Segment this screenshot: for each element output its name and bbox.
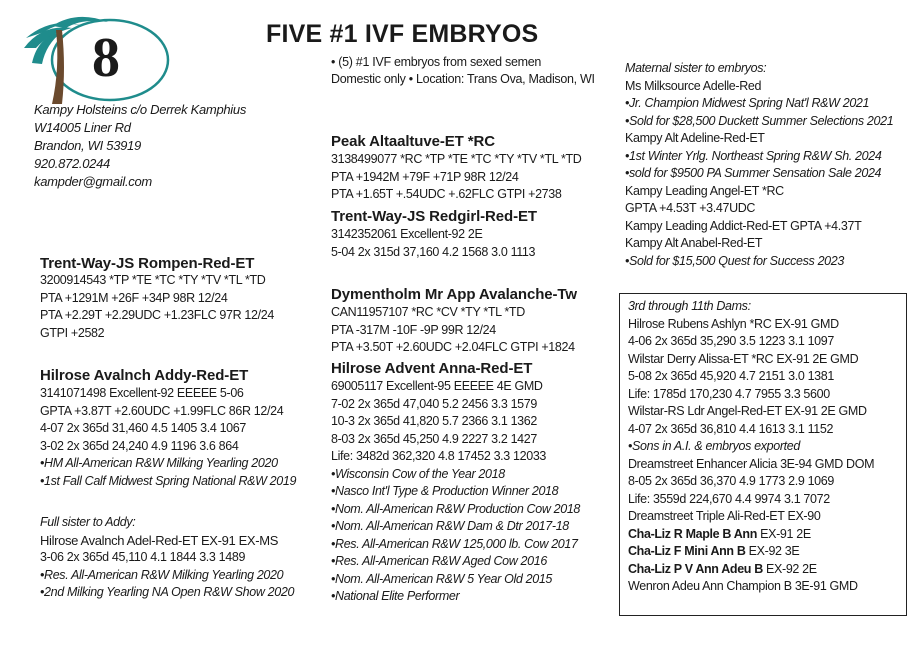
dam-line: GPTA +3.87T +2.60UDC +1.99FLC 86R 12/24	[40, 403, 284, 418]
dam-entry	[628, 543, 874, 561]
page-title: FIVE #1 IVF EMBRYOS	[266, 20, 539, 48]
dam-entry-name: Cha-Liz R Maple B Ann	[628, 526, 757, 541]
dam-entry: 5-08 2x 365d 45,920 4.7 2151 3.0 1381	[628, 369, 834, 383]
anna-honor: •Wisconsin Cow of the Year 2018	[331, 466, 505, 481]
dam-honor: •HM All-American R&W Milking Yearling 2020	[40, 456, 278, 470]
dam-entry-score: EX-91 2E	[757, 526, 811, 541]
contact-block	[34, 101, 246, 191]
anna-honor: •Nom. All-American R&W Production Cow 2018	[331, 501, 581, 516]
dam-entry: Wenron Adeu Ann Champion B 3E-91 GMD	[628, 579, 858, 593]
peak-line: PTA +1942M +79F +71P 98R 12/24	[331, 169, 519, 184]
sire-line: PTA +1291M +26F +34P 98R 12/24	[40, 290, 228, 305]
dam-honor: •1st Fall Calf Midwest Spring National R&W 2019	[40, 473, 297, 488]
redgirl-line: 5-04 2x 315d 37,160 4.2 1568 3.0 1113	[331, 244, 536, 259]
dam-entry	[628, 526, 874, 544]
avalanche-block	[331, 285, 577, 357]
anna-line: 69005117 Excellent-95 EEEEE 4E GMD	[331, 379, 543, 393]
redgirl-name: Trent-Way-JS Redgirl-Red-ET	[331, 208, 537, 225]
sire-line: PTA +2.29T +2.29UDC +1.23FLC 97R 12/24	[40, 308, 274, 322]
contact-name: Kampy Holsteins c/o Derrek Kamphius	[34, 102, 247, 117]
subtitle-line: Domestic only • Location: Trans Ova, Madison, WI	[331, 72, 595, 86]
dam-entry-score: EX-92 3E	[745, 544, 800, 558]
maternal-entry: •Jr. Champion Midwest Spring Nat'l R&W 2021	[625, 96, 870, 110]
full-sister-heading: Full sister to Addy:	[40, 515, 136, 529]
anna-honor: •Nasco Int'l Type & Production Winner 2018	[331, 484, 559, 498]
maternal-entry: Kampy Leading Addict-Red-ET GPTA +4.37T	[625, 218, 862, 233]
redgirl-line: 3142352061 Excellent-92 2E	[331, 227, 483, 241]
peak-block	[331, 132, 581, 204]
dam-entry	[628, 561, 874, 579]
dam-entry: •Sons in A.I. & embryos exported	[628, 439, 800, 453]
maternal-list	[625, 78, 893, 271]
sire-line: 3200914543 *TP *TE *TC *TY *TV *TL *TD	[40, 273, 266, 287]
maternal-heading: Maternal sister to embryos:	[625, 61, 767, 75]
full-sister-name: Hilrose Avalnch Adel-Red-ET EX-91 EX-MS	[40, 532, 279, 548]
full-sister-honor: •Res. All-American R&W Milking Yearling 2020	[40, 567, 284, 582]
maternal-entry: •Sold for $15,500 Quest for Success 2023	[625, 253, 844, 268]
full-sister-line: 3-06 2x 365d 45,110 4.1 1844 3.3 1489	[40, 550, 246, 564]
dam-entry: Dreamstreet Triple Ali-Red-ET EX-90	[628, 509, 821, 523]
dam-entry: Hilrose Rubens Ashlyn *RC EX-91 GMD	[628, 316, 839, 331]
avalanche-name: Dymentholm Mr App Avalanche-Tw	[331, 286, 577, 303]
full-sister-honor: •2nd Milking Yearling NA Open R&W Show 2020	[40, 585, 295, 599]
maternal-entry: •1st Winter Yrlg. Northeast Spring R&W Sh. 2024	[625, 148, 882, 163]
avalanche-line: PTA -317M -10F -9P 99R 12/24	[331, 322, 496, 337]
sire-block	[40, 254, 274, 342]
dams-block	[628, 298, 874, 596]
dams-list	[628, 316, 874, 596]
dam-entry: 8-05 2x 365d 36,370 4.9 1773 2.9 1069	[628, 474, 834, 488]
dam-entry: Life: 3559d 224,670 4.4 9974 3.1 7072	[628, 491, 830, 506]
lot-number: 8	[92, 27, 120, 89]
dam-entry: 4-06 2x 365d 35,290 3.5 1223 3.1 1097	[628, 334, 834, 348]
anna-line: Life: 3482d 362,320 4.8 17452 3.3 12033	[331, 449, 547, 463]
full-sister-block	[40, 514, 294, 602]
dam-entry-name: Cha-Liz F Mini Ann B	[628, 544, 746, 558]
anna-honor: •Res. All-American R&W Aged Cow 2016	[331, 554, 547, 568]
maternal-entry: •sold for $9500 PA Summer Sensation Sale 2024	[625, 166, 882, 180]
maternal-entry: •Sold for $28,500 Duckett Summer Selections 2021	[625, 113, 894, 128]
contact-city: Brandon, WI 53919	[34, 138, 141, 153]
anna-block	[331, 359, 580, 606]
contact-email: kampder@gmail.com	[34, 174, 152, 189]
dam-entry: Wilstar Derry Alissa-ET *RC EX-91 2E GMD	[628, 351, 859, 366]
maternal-entry: GPTA +4.53T +3.47UDC	[625, 201, 756, 215]
dam-line: 3-02 2x 365d 24,240 4.9 1196 3.6 864	[40, 438, 239, 453]
peak-line: PTA +1.65T +.54UDC +.62FLC GTPI +2738	[331, 187, 562, 201]
anna-honor: •Res. All-American R&W 125,000 lb. Cow 2017	[331, 536, 578, 551]
contact-phone: 920.872.0244	[34, 156, 110, 171]
sire-line: GTPI +2582	[40, 325, 105, 340]
dam-entry-name: Cha-Liz P V Ann Adeu B	[628, 561, 763, 576]
peak-line: 3138499077 *RC *TP *TE *TC *TY *TV *TL *TD	[331, 152, 582, 166]
subtitle-line: • (5) #1 IVF embryos from sexed semen	[331, 55, 542, 69]
dam-entry: Wilstar-RS Ldr Angel-Red-ET EX-91 2E GMD	[628, 404, 867, 418]
avalanche-line: CAN11957107 *RC *CV *TY *TL *TD	[331, 305, 525, 319]
maternal-entry: Kampy Leading Angel-ET *RC	[625, 183, 784, 198]
maternal-entry: Ms Milksource Adelle-Red	[625, 78, 762, 93]
dams-heading: 3rd through 11th Dams:	[628, 299, 751, 313]
maternal-block	[625, 60, 893, 270]
dam-line: 3141071498 Excellent-92 EEEEE 5-06	[40, 386, 244, 400]
sire-name: Trent-Way-JS Rompen-Red-ET	[40, 255, 255, 272]
subtitle	[331, 54, 595, 88]
anna-honor: •National Elite Performer	[331, 589, 460, 603]
anna-name: Hilrose Advent Anna-Red-ET	[331, 360, 533, 377]
anna-line: 8-03 2x 365d 45,250 4.9 2227 3.2 1427	[331, 431, 537, 446]
anna-honor: •Nom. All-American R&W 5 Year Old 2015	[331, 571, 553, 586]
dam-entry: Dreamstreet Enhancer Alicia 3E-94 GMD DOM	[628, 456, 875, 471]
redgirl-block	[331, 207, 537, 261]
dam-entry-score: EX-92 2E	[762, 561, 817, 576]
avalanche-line: PTA +3.50T +2.60UDC +2.04FLC GTPI +1824	[331, 340, 575, 354]
anna-honor: •Nom. All-American R&W Dam & Dtr 2017-18	[331, 519, 569, 533]
dam-block	[40, 366, 296, 490]
maternal-entry: Kampy Alt Anabel-Red-ET	[625, 236, 763, 250]
dam-entry: 4-07 2x 365d 36,810 4.4 1613 3.1 1152	[628, 421, 834, 436]
anna-line: 10-3 2x 365d 41,820 5.7 2366 3.1 1362	[331, 414, 537, 428]
anna-line: 7-02 2x 365d 47,040 5.2 2456 3.3 1579	[331, 396, 537, 411]
dam-entry: Life: 1785d 170,230 4.7 7955 3.3 5600	[628, 386, 830, 401]
dam-line: 4-07 2x 365d 31,460 4.5 1405 3.4 1067	[40, 421, 246, 435]
peak-name: Peak Altaaltuve-ET *RC	[331, 133, 495, 150]
dam-name: Hilrose Avalnch Addy-Red-ET	[40, 367, 249, 384]
contact-address: W14005 Liner Rd	[34, 120, 131, 135]
maternal-entry: Kampy Alt Adeline-Red-ET	[625, 131, 765, 145]
